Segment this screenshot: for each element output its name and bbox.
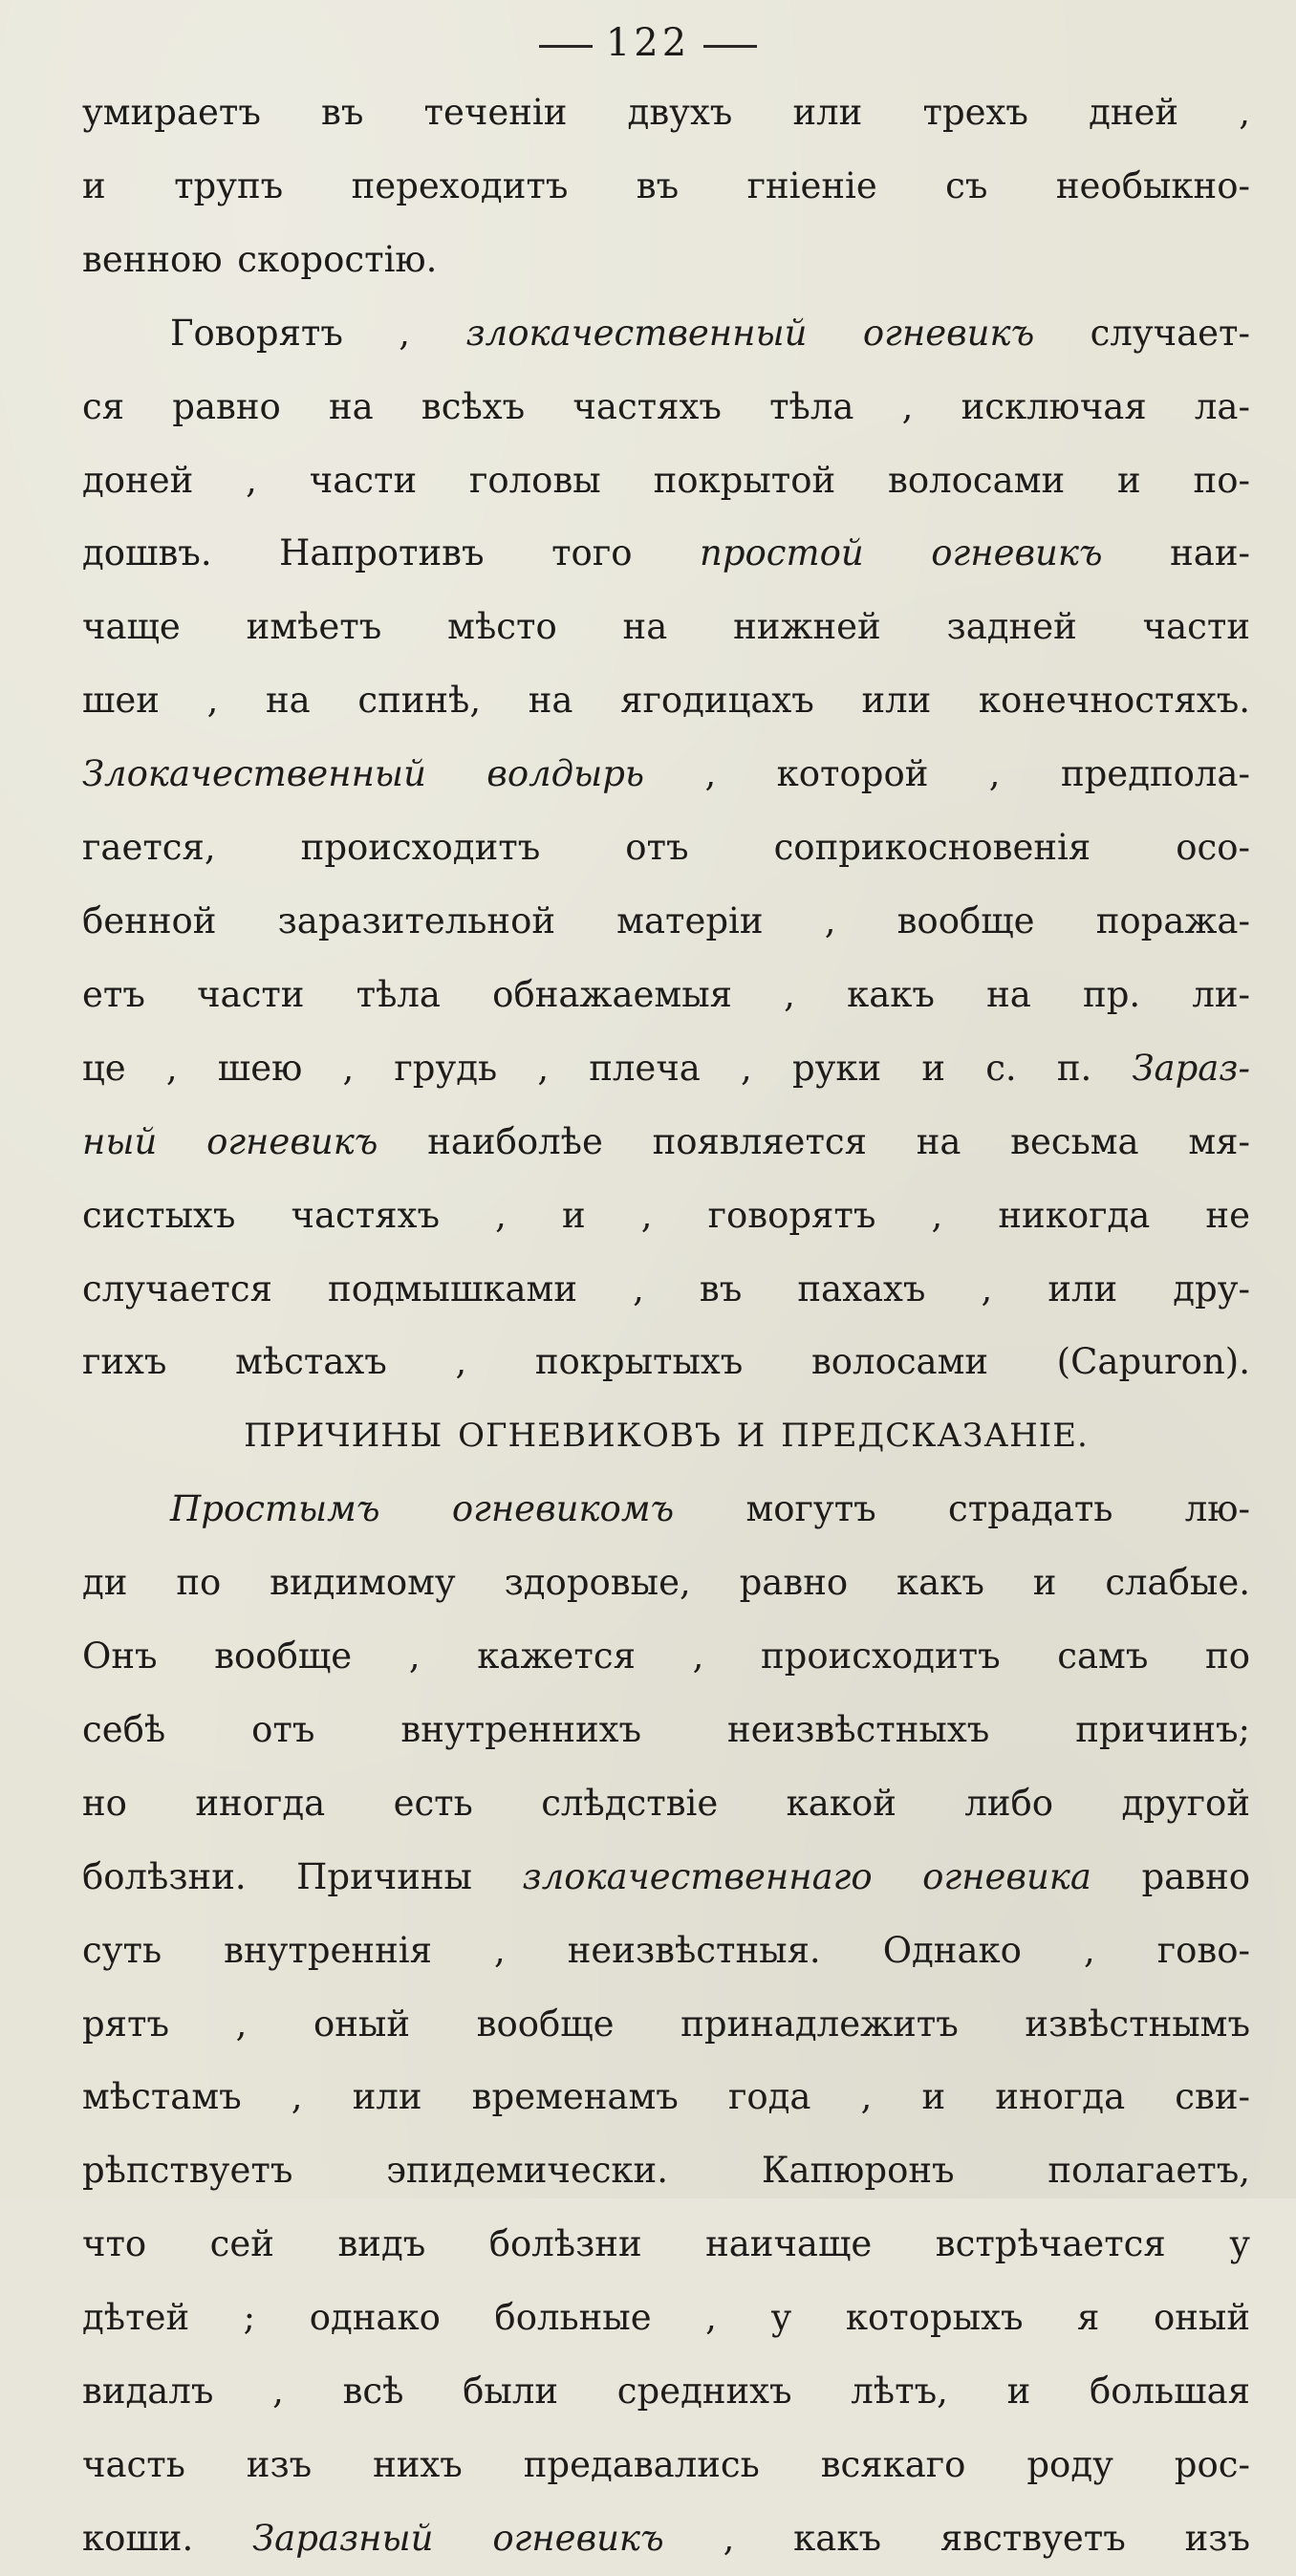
italic-term: Заразный огневикъ: [252, 2517, 664, 2559]
text-run: , которой , предпола-: [644, 753, 1250, 795]
text-run: равно: [1091, 1855, 1250, 1897]
text-run: случает-: [1034, 312, 1250, 354]
text-run: рѣпствуетъ эпидемически. Капюронъ полагаетъ,: [82, 2150, 1250, 2192]
text-line: [82, 1694, 1250, 1767]
text-line: [82, 1841, 1250, 1915]
header-dash-right: [703, 45, 757, 48]
text-run: Онъ вообще , кажется , происходитъ самъ по: [82, 1635, 1250, 1678]
text-line: [82, 1180, 1250, 1253]
text-line: [82, 1620, 1250, 1694]
text-line: [82, 1326, 1250, 1399]
text-line: [82, 1547, 1250, 1620]
body-text: [82, 76, 1250, 2576]
text-line: [82, 1473, 1250, 1547]
text-line: [82, 2061, 1250, 2134]
text-line: [82, 297, 1250, 371]
text-line: [82, 1915, 1250, 1988]
text-run: умираетъ въ теченіи двухъ или трехъ дней ,: [82, 92, 1250, 133]
italic-term: простой огневикъ: [700, 532, 1103, 574]
text-run: це , шею , грудь , плеча , руки и с. п.: [82, 1047, 1133, 1089]
page-number: 122: [605, 21, 691, 65]
text-run: и трупъ переходитъ въ гніеніе съ необыкно-: [82, 164, 1250, 206]
text-run: бенной заразительной матеріи , вообще поража-: [82, 899, 1250, 942]
text-run: часть изъ нихъ предавались всякаго роду рос-: [82, 2444, 1250, 2485]
text-run: дошвъ. Напротивъ того: [82, 532, 700, 574]
text-run: могутъ страдать лю-: [674, 1488, 1250, 1530]
text-run: шеи , на спинѣ, на ягодицахъ или конечностяхъ.: [82, 680, 1250, 722]
text-run: но иногда есть слѣдствіе какой либо другой: [82, 1782, 1250, 1824]
text-run: венною скоростію.: [82, 238, 438, 280]
text-run: видалъ , всѣ были среднихъ лѣтъ, и большая: [82, 2370, 1250, 2413]
text-run: наи-: [1102, 532, 1250, 574]
text-run: коши.: [82, 2517, 253, 2559]
text-line: [82, 664, 1250, 738]
text-run: гихъ мѣстахъ , покрытыхъ волосами (Capuron).: [82, 1341, 1250, 1383]
text-run: ся равно на всѣхъ частяхъ тѣла , исключая ла-: [82, 385, 1250, 427]
text-run: ПРИЧИНЫ ОГНЕВИКОВЪ И ПРЕДСКАЗАНІЕ.: [244, 1417, 1089, 1456]
text-line: [82, 738, 1250, 812]
text-line: [82, 444, 1250, 518]
text-run: етъ части тѣла обнажаемыя , какъ на пр. ли-: [82, 973, 1250, 1015]
text-line: [82, 150, 1250, 224]
italic-term: Зараз-: [1132, 1047, 1250, 1089]
text-run: болѣзни. Причины: [82, 1855, 523, 1897]
text-line: [82, 591, 1250, 664]
text-run: дѣтей ; однако больные , у которыхъ я оный: [82, 2297, 1250, 2339]
text-run: наиболѣе появляется на весьма мя-: [378, 1120, 1250, 1162]
italic-term: ный огневикъ: [82, 1120, 378, 1162]
text-line: [82, 2282, 1250, 2355]
page-header: [0, 19, 1296, 67]
text-run: Говорятъ ,: [170, 312, 466, 354]
italic-term: Простымъ огневикомъ: [170, 1488, 675, 1530]
text-line: [82, 812, 1250, 885]
text-run: , какъ явствуетъ изъ: [663, 2517, 1250, 2559]
text-run: себѣ отъ внутреннихъ неизвѣстныхъ причинъ;: [82, 1708, 1250, 1750]
text-run: доней , части головы покрытой волосами и по-: [82, 459, 1250, 501]
text-line: [82, 1106, 1250, 1180]
text-line: [82, 959, 1250, 1032]
text-line: [82, 517, 1250, 591]
text-line: [82, 2134, 1250, 2208]
text-line: [82, 2429, 1250, 2502]
text-run: рятъ , оный вообще принадлежитъ извѣстнымъ: [82, 2002, 1250, 2045]
text-line: [82, 885, 1250, 959]
text-line: [82, 371, 1250, 444]
text-line: [82, 2502, 1250, 2576]
italic-term: Злокачественный волдырь: [82, 753, 645, 795]
text-run: систыхъ частяхъ , и , говорятъ , никогда не: [82, 1194, 1250, 1236]
text-line: [82, 2208, 1250, 2282]
text-line: [82, 2355, 1250, 2429]
text-run: что сей видъ болѣзни наичаще встрѣчается у: [82, 2223, 1250, 2265]
section-heading: [82, 1399, 1250, 1473]
text-line: [82, 224, 1250, 297]
header-dash-left: [539, 45, 593, 48]
italic-term: злокачественный огневикъ: [465, 312, 1035, 354]
text-run: ди по видимому здоровые, равно какъ и слабые.: [82, 1562, 1250, 1604]
text-run: мѣстамъ , или временамъ года , и иногда сви-: [82, 2076, 1250, 2118]
italic-term: злокачественнаго огневика: [522, 1855, 1091, 1897]
text-line: [82, 76, 1250, 150]
text-line: [82, 1988, 1250, 2062]
text-line: [82, 1253, 1250, 1327]
text-run: гается, происходитъ отъ соприкосновенія осо-: [82, 827, 1250, 869]
text-run: чаще имѣетъ мѣсто на нижней задней части: [82, 606, 1250, 648]
text-line: [82, 1767, 1250, 1841]
text-run: суть внутреннія , неизвѣстныя. Однако , гово-: [82, 1929, 1250, 1971]
text-line: [82, 1032, 1250, 1106]
text-run: случается подмышками , въ пахахъ , или дру-: [82, 1267, 1250, 1310]
